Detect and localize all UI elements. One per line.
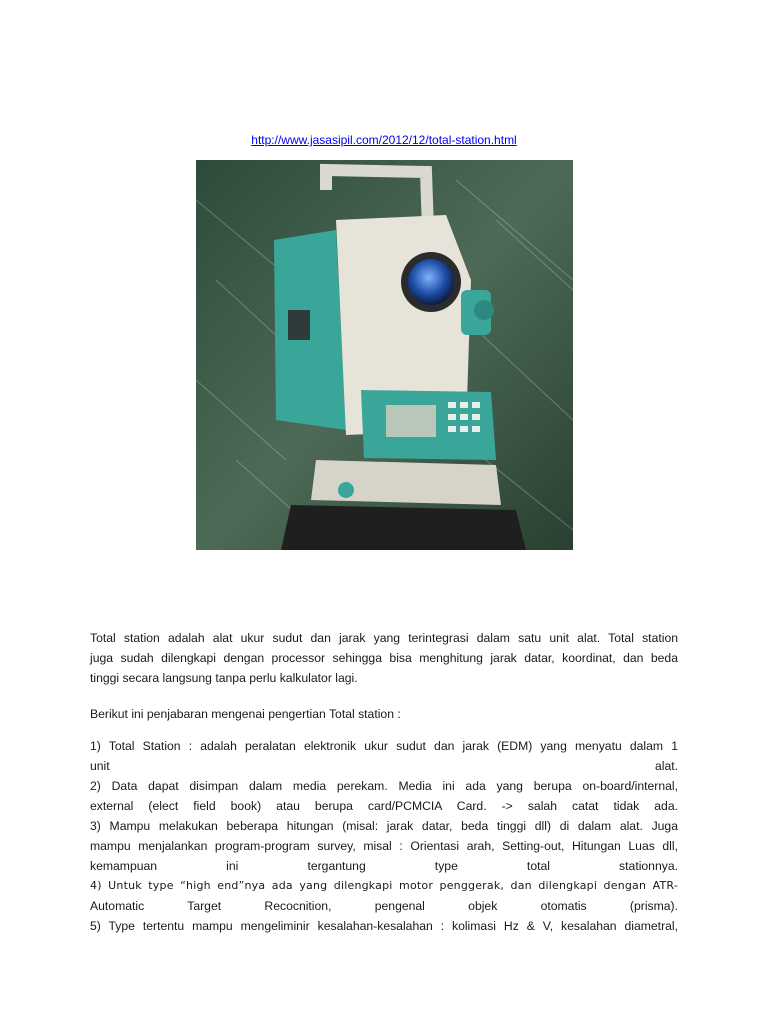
intro-line: tinggi secara langsung tanpa perlu kalkulator lagi. [90,671,358,685]
intro-line: juga sudah dilengkapi dengan processor sehingga bisa menghitung jarak datar, koordinat, dan beda [90,651,678,665]
list-line: mampu menjalankan program-program survey, misal : Orientasi arah, Setting-out, Hitungan Luas dll, [90,839,678,853]
intro-line: Total station adalah alat ukur sudut dan jarak yang terintegrasi dalam satu unit alat. Total station [90,631,678,645]
list-line: external (elect field book) atau berupa card/PCMCIA Card. -> salah catat tidak ada. [90,799,678,813]
list-line: 1) Total Station : adalah peralatan elektronik ukur sudut dan jarak (EDM) yang menyatu dalam 1 [90,739,678,753]
list-line: 5) Type tertentu mampu mengeliminir kesalahan-kesalahan : kolimasi Hz & V, kesalahan diametral, [90,919,678,933]
list-line: 2) Data dapat disimpan dalam media perekam. Media ini ada yang berupa on-board/internal, [90,779,678,793]
list-line: 4) Untuk type “high end”nya ada yang dilengkapi motor penggerak, dan dilengkapi dengan ATR- [90,879,678,892]
list-line: 3) Mampu melakukan beberapa hitungan (misal: jarak datar, beda tinggi dll) di dalam alat. Juga [90,819,678,833]
list-intro: Berikut ini penjabaran mengenai pengertian Total station : [90,707,401,721]
total-station-photo [196,160,573,550]
list-line: unit alat. [90,759,678,773]
definition-list [90,736,678,936]
source-link[interactable]: http://www.jasasipil.com/2012/12/total-station.html [251,133,517,147]
list-line: Automatic Target Recocnition, pengenal objek otomatis (prisma). [90,899,678,913]
list-line: kemampuan ini tergantung type total stationnya. [90,859,678,873]
intro-paragraph [90,628,678,688]
